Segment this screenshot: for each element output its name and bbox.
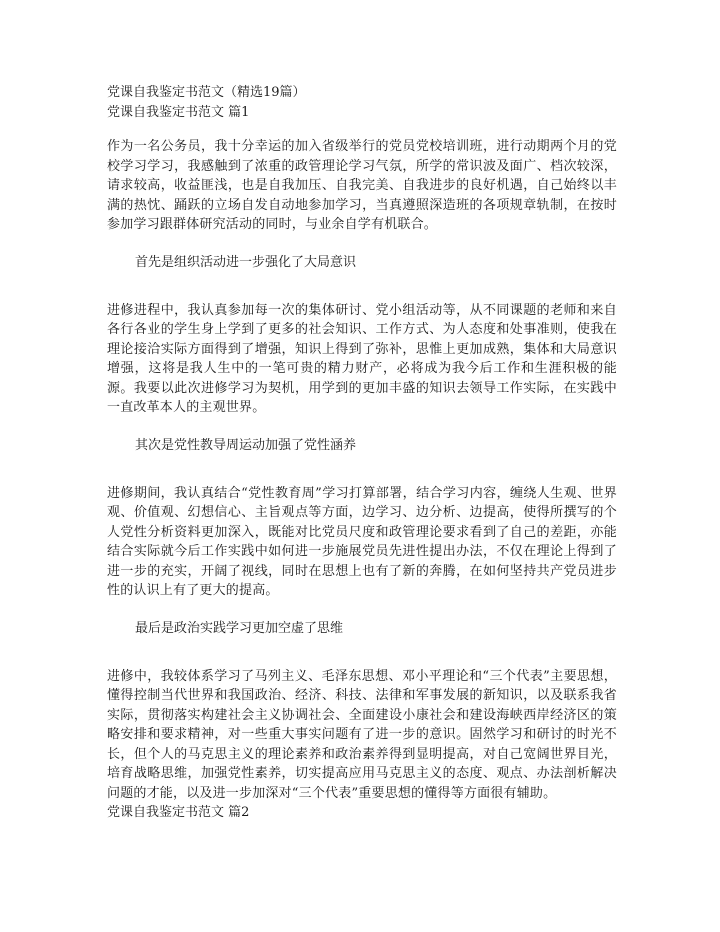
- paragraph-3: 进修中，我较体系学习了马列主义、毛泽东思想、邓小平理论和“三个代表”主要思想，懂得控制当代世界和我国政治、经济、科技、法律和军事发展的新知识，以及联系我省实际，贯彻落实构建社会主义协调社会、全面建设小康社会和建设海峡西岸经济区的策略安排和要求精神，对一些重大事实问题有了进一步的意识。固然学习和研讨的时光不长，但个人的马克思主义的理论素养和政治素养得到显明提高，对自己宽阔世界目光，培育战略思维，加强党性素养，切实提高应用马克思主义的态度、观点、办法剖析解决问题的才能，以及进一步加深对“三个代表”重要思想的懂得等方面很有辅助。: [107, 668, 617, 801]
- subheading-3: 最后是政治实践学习更加空虚了思维: [135, 620, 344, 636]
- document-page: [107, 83, 617, 823]
- spacer: [107, 418, 617, 436]
- spacer: [107, 639, 617, 667]
- spacer: [107, 123, 617, 137]
- spacer: [107, 273, 617, 301]
- paragraph-2: 进修期间，我认真结合“党性教育周”学习打算部署，结合学习内容，缠绕人生观、世界观、价值观、幻想信心、主旨观点等方面，边学习、边分析、边提高，使得所撰写的个人党性分析资料更加深入，既能对比党员尺度和政管理论要求看到了自己的差距，亦能结合实际就今后工作实践中如何进一步施展党员先进性提出办法，不仅在理论上得到了进一步的充实，开阔了视线，同时在思想上也有了新的奔腾，在如何坚持共产党员进步性的认识上有了更大的提高。: [107, 485, 617, 598]
- spacer: [107, 235, 617, 253]
- intro-paragraph: 作为一名公务员，我十分幸运的加入省级举行的党员党校培训班，进行动期两个月的党校学习学习，我感触到了浓重的政管理论学习气氛，所学的常识波及面广、档次较深，请求较高，收益匪浅，也是自我加压、自我完美、自我进步的良好机遇，自己始终以丰满的热忱、踊跃的立场自发自动地参加学习，当真遵照深造班的各项规章轨制，在按时参加学习跟群体研究活动的同时，与业余自学有机联合。: [107, 139, 617, 232]
- section-title-1: 党课自我鉴定书范文 篇1: [107, 105, 250, 120]
- spacer: [107, 456, 617, 484]
- subheading-1: 首先是组织活动进一步强化了大局意识: [135, 254, 357, 270]
- section-title-2: 党课自我鉴定书范文 篇2: [107, 805, 250, 820]
- subheading-2: 其次是党性教导周运动加强了党性涵养: [135, 437, 357, 453]
- document-title: 党课自我鉴定书范文（精选19篇）: [107, 85, 306, 100]
- paragraph-1: 进修进程中，我认真参加每一次的集体研讨、党小组活动等，从不同课题的老师和来自各行各业的学生身上学到了更多的社会知识、工作方式、为人态度和处事准则，使我在理论接洽实际方面得到了增强，知识上得到了弥补，思惟上更加成熟，集体和大局意识增强，这将是我人生中的一笔可贵的精力财产，必将成为我今后工作和生涯积极的能源。我要以此次进修学习为契机，用学到的更加丰盛的知识去领导工作实际，在实践中一直改革本人的主观世界。: [107, 302, 617, 415]
- spacer: [107, 601, 617, 619]
